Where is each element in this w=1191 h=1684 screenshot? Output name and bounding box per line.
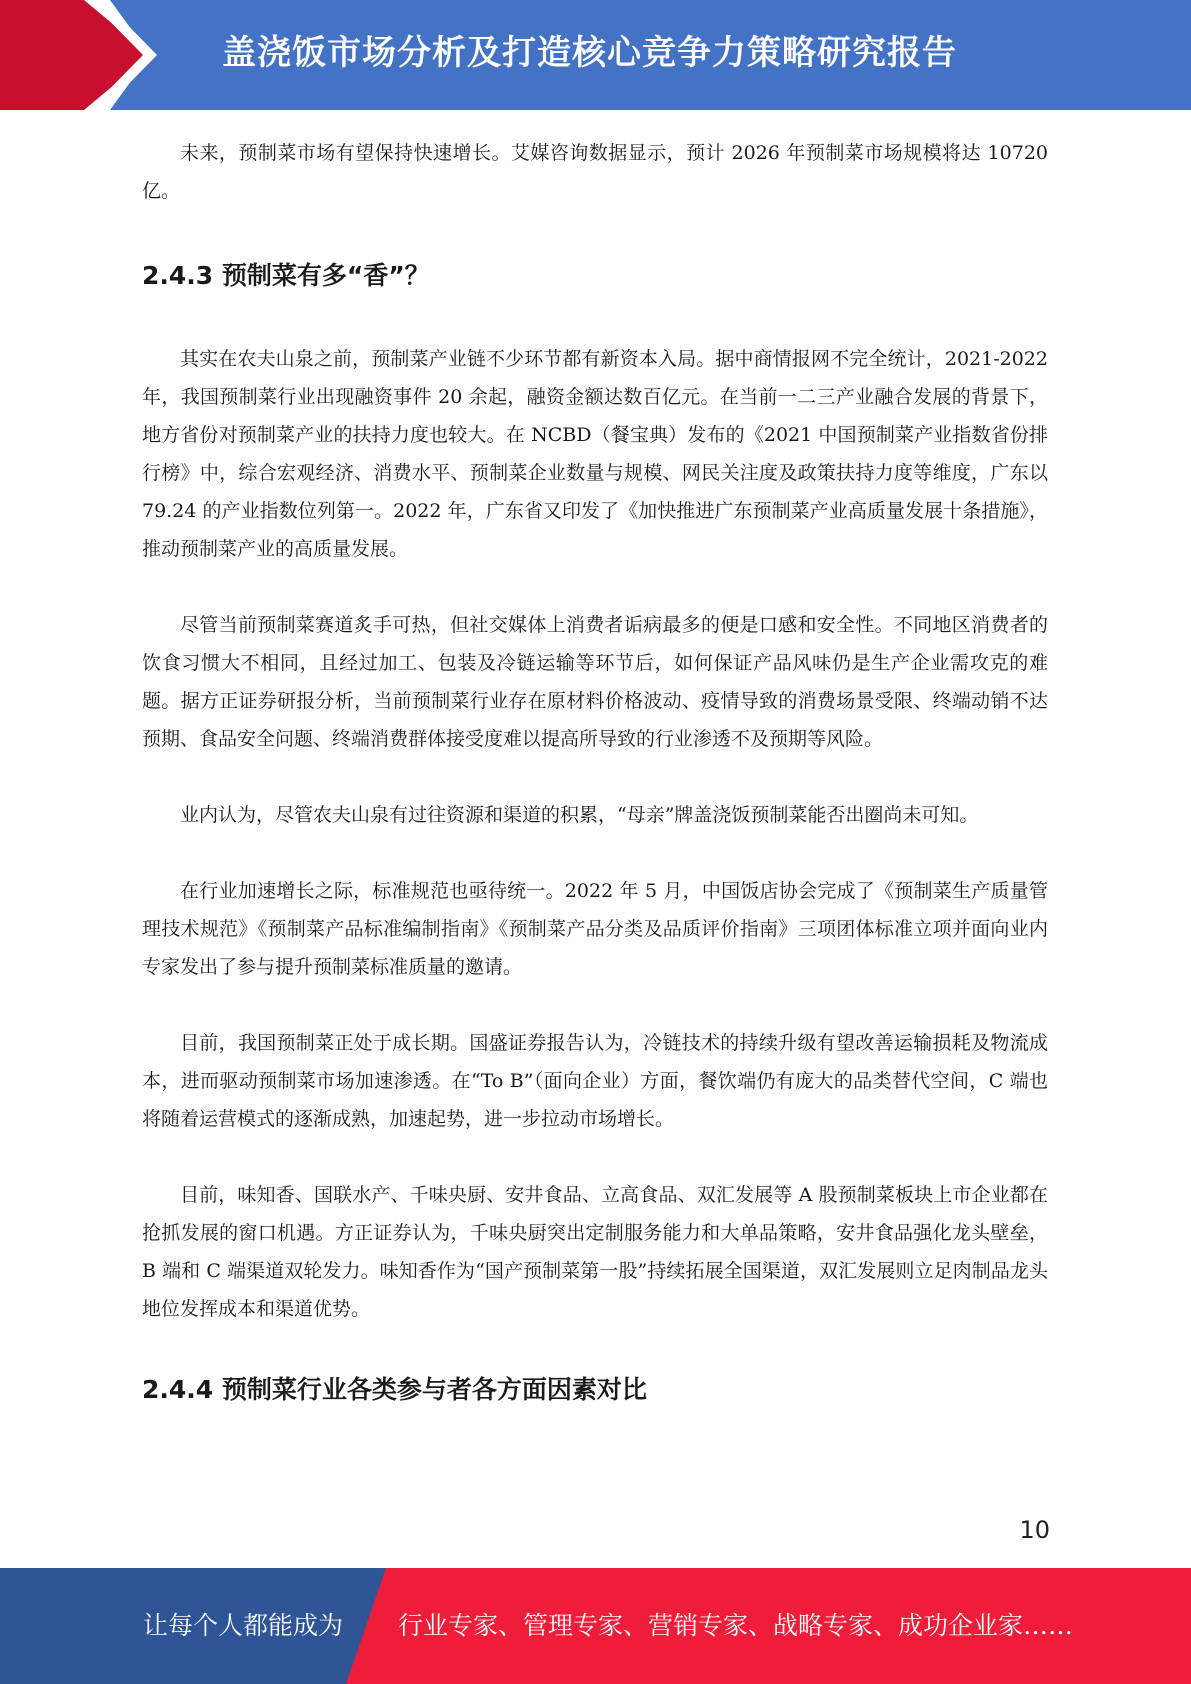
paragraph-market-forecast: 未来，预制菜市场有望保持快速增长。艾媒咨询数据显示，预计 2026 年预制菜市场规模将达 10720 亿。 <box>142 142 1048 202</box>
paragraph-growth-stage: 目前，我国预制菜正处于成长期。国盛证券报告认为，冷链技术的持续升级有望改善运输损耗及物流成本，进而驱动预制菜市场加速渗透。在“To B”（面向企业）方面，餐饮端仍有庞大的品类替代空间，C 端也将随着运营模式的逐渐成熟，加速起势，进一步拉动市场增长。 <box>142 1032 1048 1130</box>
paragraph-industry-view: 业内认为，尽管农夫山泉有过往资源和渠道的积累，“母亲”牌盖浇饭预制菜能否出圈尚未可知。 <box>180 804 979 826</box>
paragraph-risks: 尽管当前预制菜赛道炙手可热，但社交媒体上消费者诟病最多的便是口感和安全性。不同地区消费者的饮食习惯大不相同，且经过加工、包装及冷链运输等环节后，如何保证产品风味仍是生产企业需攻克的难题。据方正证券研报分析，当前预制菜行业存在原材料价格波动、疫情导致的消费场景受限、终端动销不达预期、食品安全问题、终端消费群体接受度难以提高所导致的行业渗透不及预期等风险。 <box>142 614 1048 750</box>
report-title: 盖浇饭市场分析及打造核心竞争力策略研究报告 <box>222 33 957 73</box>
paragraph-standards: 在行业加速增长之际，标准规范也亟待统一。2022 年 5 月，中国饭店协会完成了《预制菜生产质量管理技术规范》《预制菜产品标准编制指南》《预制菜产品分类及品质评价指南》三项团体标准立项并面向业内专家发出了参与提升预制菜标准质量的邀请。 <box>142 880 1048 978</box>
page-number: 10 <box>1019 1516 1050 1544</box>
page-header <box>0 0 1191 110</box>
footer-slogan-left: 让每个人都能成为 <box>143 1611 344 1640</box>
page-content <box>142 134 1048 1410</box>
section-heading-2-4-3: 2.4.3 预制菜有多“香”？ <box>142 261 430 290</box>
page-footer <box>0 1568 1191 1684</box>
paragraph-listed-companies: 目前，味知香、国联水产、千味央厨、安井食品、立高食品、双汇发展等 A 股预制菜板块上市企业都在抢抓发展的窗口机遇。方正证券认为，千味央厨突出定制服务能力和大单品策略，安井食品强化龙头壁垒，B 端和 C 端渠道双轮发力。味知香作为“国产预制菜第一股”持续拓展全国渠道，双汇发展则立足肉制品龙头地位发挥成本和渠道优势。 <box>142 1184 1048 1320</box>
section-heading-2-4-4: 2.4.4 预制菜行业各类参与者各方面因素对比 <box>142 1375 647 1404</box>
footer-slogan-right: 行业专家、管理专家、营销专家、战略专家、成功企业家…… <box>398 1611 1074 1640</box>
paragraph-investment: 其实在农夫山泉之前，预制菜产业链不少环节都有新资本入局。据中商情报网不完全统计，2021-2022 年，我国预制菜行业出现融资事件 20 余起，融资金额达数百亿元。在当前一二三产业融合发展的背景下，地方省份对预制菜产业的扶持力度也较大。在 NCBD（餐宝典）发布的《2021 中国预制菜产业指数省份排行榜》中，综合宏观经济、消费水平、预制菜企业数量与规模、网民关注度及政策扶持力度等维度，广东以 79.24 的产业指数位列第一。2022 年，广东省又印发了《加快推进广东预制菜产业高质量发展十条措施》，推动预制菜产业的高质量发展。 <box>142 348 1048 560</box>
